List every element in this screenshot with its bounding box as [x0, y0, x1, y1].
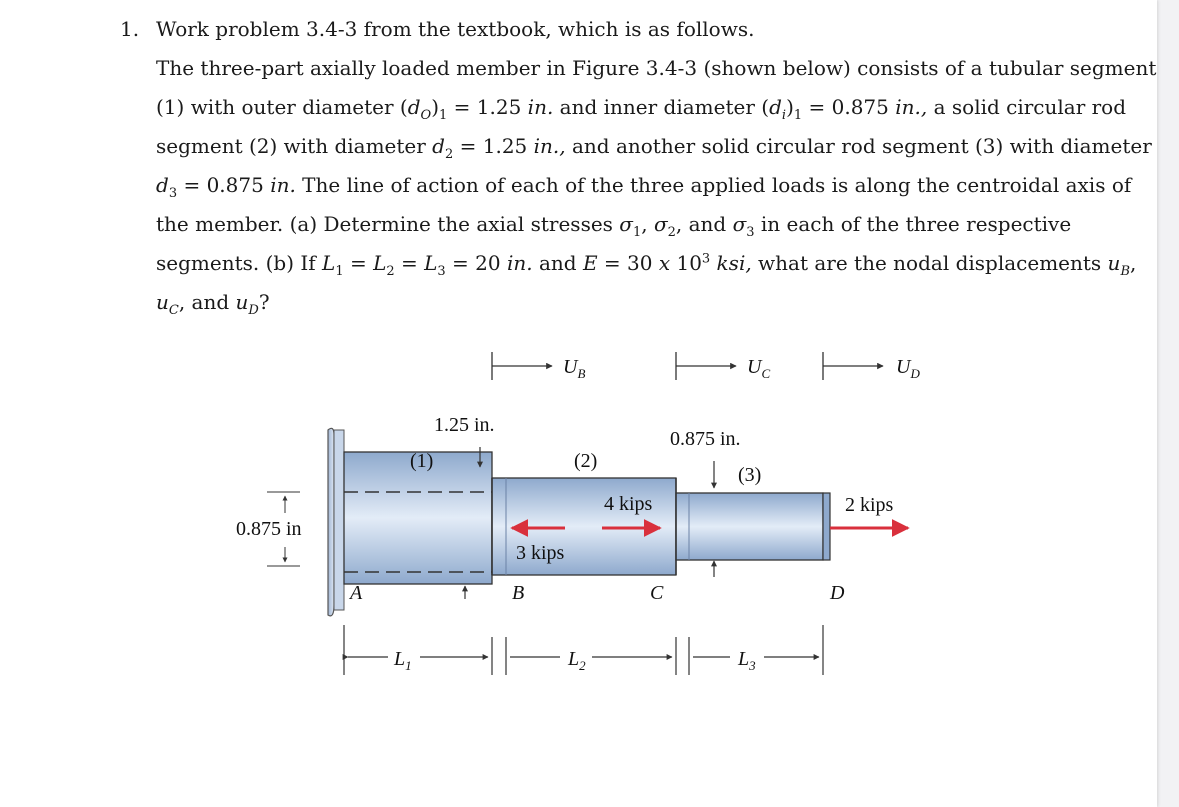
- node-C: C: [650, 582, 664, 604]
- disp-label-C: $U_C$: [747, 356, 771, 381]
- disp-label-D: $U_D$: [896, 356, 920, 381]
- disp-arrow-B: [492, 352, 552, 380]
- fixed-wall-A: [328, 428, 344, 616]
- axial-member-diagram: [230, 335, 950, 695]
- segment-3-rod: [676, 493, 823, 560]
- dim-rod3-diameter: 0.875 in.: [670, 428, 741, 450]
- length-L3: $L_3$: [738, 648, 756, 673]
- problem-body: [156, 49, 1157, 322]
- problem-number: 1.: [120, 17, 140, 41]
- segment-1-label: (1): [410, 450, 434, 472]
- length-L1: $L_1$: [394, 648, 412, 673]
- problem-line-6: segments. (b) If $L_1 = L_2 = L_3 = 20$ in. and E = 30 x $10^3$ ksi, what are the nodal displacements $u_B$,: [156, 251, 1137, 279]
- dim-inner-label: 0.875 in: [236, 518, 302, 540]
- load-D-label: 2 kips: [845, 494, 894, 516]
- load-C-label: 4 kips: [604, 493, 653, 515]
- length-L2: $L_2$: [568, 648, 586, 673]
- problem-line-4: $d_3 = 0.875$ in. The line of action of each of the three applied loads is along the centroidal axis of: [156, 173, 1132, 201]
- problem-line-7: $u_C$, and $u_D$?: [156, 290, 270, 318]
- node-B: B: [512, 582, 525, 604]
- dim-outer-diameter: 1.25 in.: [434, 414, 495, 436]
- problem-line-1: The three-part axially loaded member in Figure 3.4-3 (shown below) consists of a tubular segment: [156, 56, 1157, 80]
- figure-3-4-3: [230, 335, 950, 695]
- segment-3-label: (3): [738, 464, 762, 486]
- problem-stem: Work problem 3.4-3 from the textbook, which is as follows.: [156, 17, 755, 41]
- problem-line-3: segment (2) with diameter $d_2 = 1.25$ in., and another solid circular rod segment (3) with diameter: [156, 134, 1152, 162]
- load-B-label: 3 kips: [516, 542, 565, 564]
- disp-label-B: $U_B$: [563, 356, 586, 381]
- problem-line-2: (1) with outer diameter $(d_O)_1 = 1.25$ in. and inner diameter $(d_i)_1 = 0.875$ in., a solid circular rod: [156, 95, 1127, 123]
- node-D: D: [830, 582, 845, 604]
- disp-arrow-D: [823, 352, 883, 380]
- disp-arrow-C: [676, 352, 736, 380]
- problem-line-5: the member. (a) Determine the axial stresses $\sigma_1$, $\sigma_2$, and $\sigma_3$ in each of the three respective: [156, 212, 1072, 240]
- node-A: A: [350, 582, 363, 604]
- segment-2-label: (2): [574, 450, 598, 472]
